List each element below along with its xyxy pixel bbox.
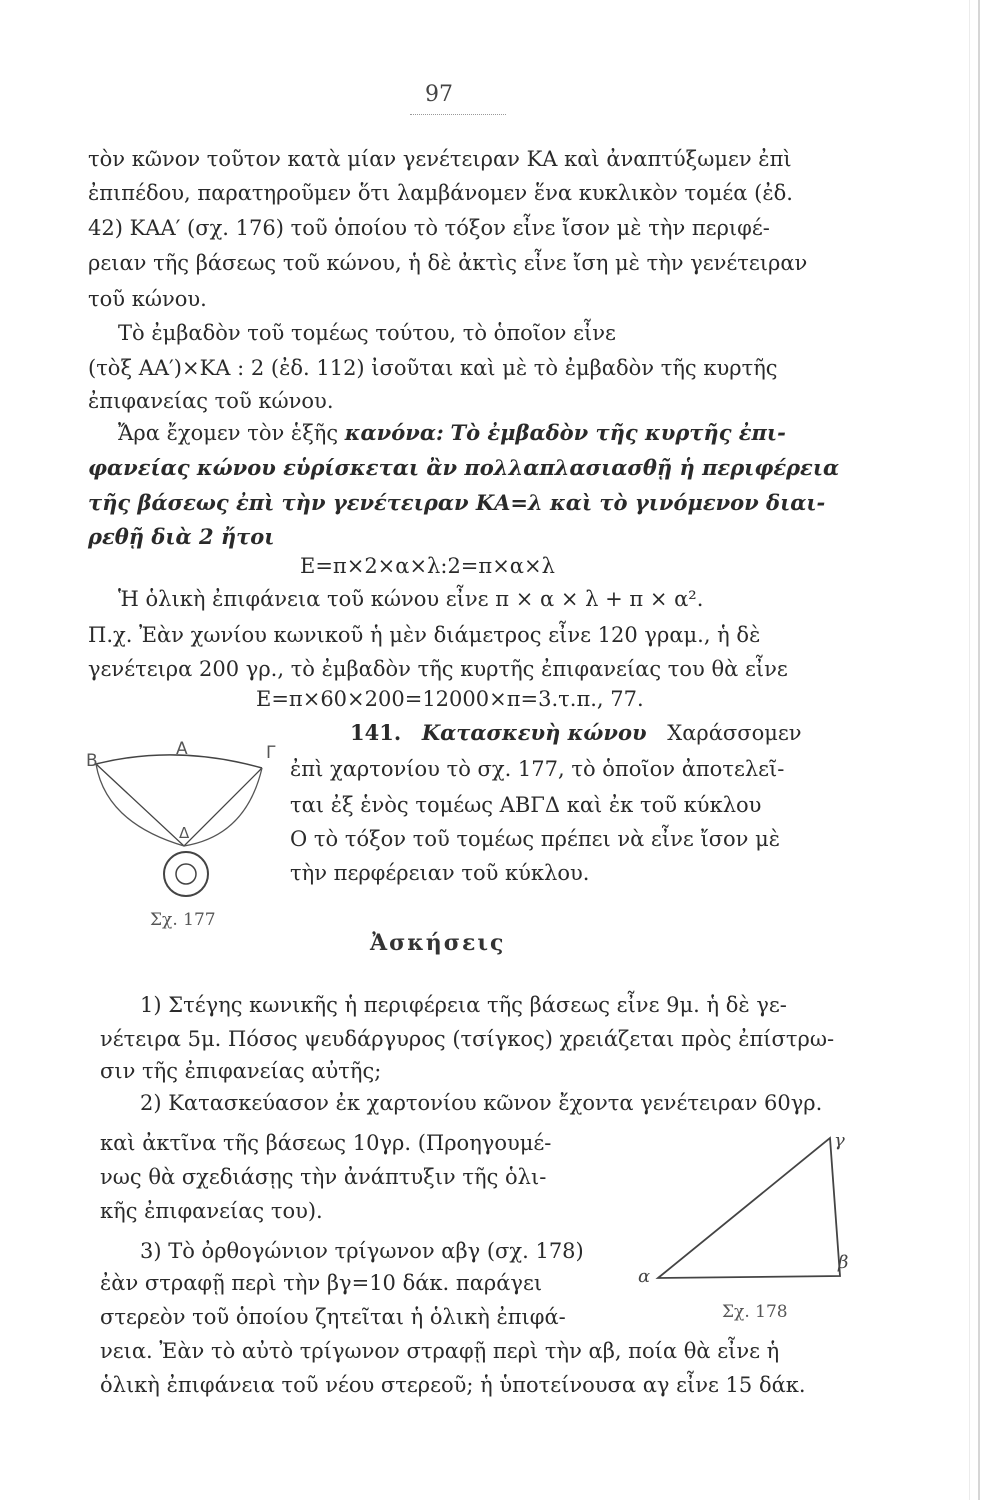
text-line: τοῦ κώνου. [88, 287, 207, 311]
rule-intro: Ἄρα ἔχομεν τὸν ἑξῆς [118, 421, 345, 445]
exercise-line: ὁλικὴ ἐπιφάνεια τοῦ νέου στερεοῦ; ἡ ὑποτείνουσα αγ εἶνε 15 δάκ. [100, 1373, 806, 1397]
exercise-line: ἐὰν στραφῇ περὶ τὴν βγ=10 δάκ. παράγει [100, 1271, 543, 1295]
right-triangle [658, 1138, 840, 1278]
label-alpha: α [638, 1266, 651, 1287]
base-circle-inner [176, 864, 196, 884]
text-line: Τὸ ἐμβαδὸν τοῦ τομέως τούτου, τὸ ὁποῖον εἶνε [118, 321, 616, 345]
label-gamma: γ [834, 1130, 845, 1151]
exercise-line: 1) Στέγης κωνικῆς ἡ περιφέρεια τῆς βάσεως εἶνε 9μ. ἡ δὲ γε- [140, 993, 787, 1017]
text-line: Ἡ ὁλικὴ ἐπιφάνεια τοῦ κώνου εἶνε π × α × λ + π × α². [118, 587, 704, 611]
page-number-rule [410, 114, 506, 115]
section-title: Κατασκευὴ κώνου [421, 720, 647, 745]
rule-line [118, 420, 786, 446]
text-line: ρειαν τῆς βάσεως τοῦ κώνου, ἡ δὲ ἀκτὶς εἶνε ἴση μὲ τὴν γενέτειραν [88, 251, 808, 275]
text-line: ἐπιπέδου, παρατηροῦμεν ὅτι λαμβάνομεν ἕνα κυκλικὸν τομέα (ἐδ. [88, 181, 793, 205]
exercise-line: 2) Κατασκεύασον ἐκ χαρτονίου κῶνον ἔχοντα γενέτειραν 60γρ. [140, 1091, 823, 1115]
rule-text: Τὸ ἐμβαδὸν τῆς κυρτῆς ἐπι- [450, 420, 786, 445]
label-g: Γ [266, 743, 276, 763]
section-text: Χαράσσομεν [667, 721, 802, 745]
rule-line: φανείας κώνου εὑρίσκεται ἂν πολλαπλασιασθῇ ἡ περιφέρεια [88, 455, 840, 480]
text-line: Π.χ. Ἐὰν χωνίου κωνικοῦ ἡ μὲν διάμετρος εἶνε 120 γραμ., ἡ δὲ [88, 623, 761, 647]
page-edge-inner [969, 0, 970, 1500]
exercises-heading: Ἀσκήσεις [370, 930, 506, 956]
text-line: ἐπιφανείας τοῦ κώνου. [88, 389, 334, 413]
text-line: (τὸξ ΑΑ′)×ΚΑ : 2 (ἐδ. 112) ἰσοῦται καὶ μὲ τὸ ἐμβαδὸν τῆς κυρτῆς [88, 356, 778, 380]
page-number: 97 [425, 82, 453, 107]
figure-178-caption: Σχ. 178 [722, 1302, 788, 1322]
section-heading [350, 720, 802, 746]
page-edge [978, 0, 980, 1500]
base-circle [164, 852, 208, 896]
label-b: Β [86, 751, 98, 771]
text-line: ἐπὶ χαρτονίου τὸ σχ. 177, τὸ ὁποῖον ἀποτελεῖ- [290, 757, 785, 781]
label-beta: β [838, 1252, 849, 1273]
rule-line: ρεθῇ διὰ 2 ἤτοι [88, 524, 275, 549]
text-line: τὸν κῶνον τοῦτον κατὰ μίαν γενέτειραν ΚΑ καὶ ἀναπτύξωμεν ἐπὶ [88, 147, 792, 171]
text-line: γενέτειρα 200 γρ., τὸ ἐμβαδὸν τῆς κυρτῆς ἐπιφανείας του θὰ εἶνε [88, 657, 788, 681]
formula-example: Ε=π×60×200=12000×π=3.τ.π., 77. [256, 687, 644, 711]
figure-177 [86, 728, 286, 908]
section-number: 141. [350, 720, 402, 745]
text-line: 42) ΚΑΑ′ (σχ. 176) τοῦ ὁποίου τὸ τόξον εἶνε ἴσον μὲ τὴν περιφέ- [88, 216, 770, 240]
text-line: ται ἐξ ἑνὸς τομέως ΑΒΓΔ καὶ ἐκ τοῦ κύκλου [290, 793, 762, 817]
text-line: τὴν περφέρειαν τοῦ κύκλου. [290, 861, 590, 885]
formula-lateral-area: Ε=π×2×α×λ:2=π×α×λ [300, 554, 555, 578]
exercise-line: κῆς ἐπιφανείας του). [100, 1199, 323, 1223]
exercise-line: νως θὰ σχεδιάσῃς τὴν ἀνάπτυξιν τῆς ὁλι- [100, 1165, 547, 1189]
exercise-line: στερεὸν τοῦ ὁποίου ζητεῖται ἡ ὁλικὴ ἐπιφά- [100, 1305, 566, 1329]
label-d: Δ [179, 824, 190, 842]
rule-line: τῆς βάσεως ἐπὶ τὴν γενέτειραν ΚΑ=λ καὶ τὸ γινόμενον διαι- [88, 490, 826, 515]
exercise-line: 3) Τὸ ὀρθογώνιον τρίγωνον αβγ (σχ. 178) [140, 1239, 584, 1263]
exercise-line: σιν τῆς ἐπιφανείας αὐτῆς; [100, 1059, 382, 1083]
text-line: Ο τὸ τόξον τοῦ τομέως πρέπει νὰ εἶνε ἴσον μὲ [290, 827, 781, 851]
exercise-line: νεια. Ἐὰν τὸ αὐτὸ τρίγωνον στραφῇ περὶ τὴν αβ, ποία θὰ εἶνε ἡ [100, 1339, 780, 1363]
figure-177-caption: Σχ. 177 [150, 910, 216, 930]
figure-178 [630, 1110, 860, 1310]
label-a: Α [176, 739, 188, 759]
exercise-line: νέτειρα 5μ. Πόσος ψευδάργυρος (τσίγκος) χρειάζεται πρὸς ἐπίστρω- [100, 1027, 835, 1051]
rule-word: κανόνα: [344, 420, 444, 445]
exercise-line: καὶ ἀκτῖνα τῆς βάσεως 10γρ. (Προηγουμέ- [100, 1131, 552, 1155]
